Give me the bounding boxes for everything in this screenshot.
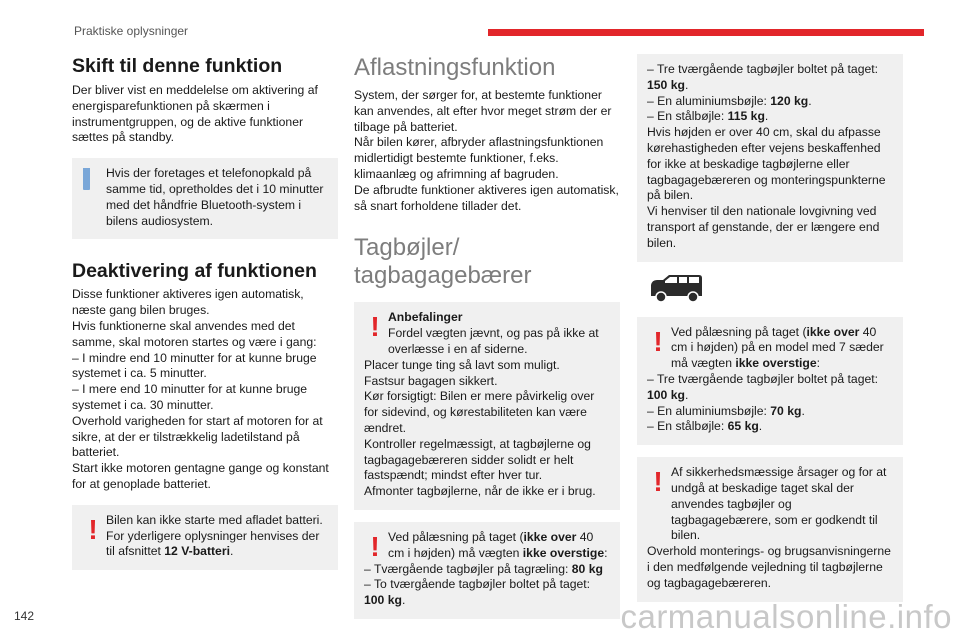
paragraph: Ved pålæsning på taget (ikke over 40 cm i højden) på en model med 7 sæder må vægten ikke overstige:	[671, 324, 884, 371]
load-shedding-text	[354, 88, 620, 214]
info-box	[72, 158, 338, 239]
deactivation-text	[72, 287, 338, 492]
paragraph: Hvis funktionerne skal anvendes med det samme, skal motoren startes og være i gang:	[72, 318, 317, 349]
list-item: – I mindre end 10 minutter for at kunne bruge systemet i ca. 5 minutter.	[72, 350, 317, 381]
column-3	[637, 54, 903, 602]
paragraph: Overhold monterings- og brugsanvisningerne i den medfølgende vejledning til tagbøjlerne og tagbagagebæreren.	[647, 544, 891, 590]
paragraph: De afbrudte funktioner aktiveres igen automatisk, så snart forholdene tillader det.	[354, 182, 619, 213]
list-item: – En aluminiumsbøjle: 120 kg.	[647, 93, 812, 108]
heading-deactivation: Deaktivering af funktionen	[72, 260, 317, 283]
paragraph: Start ikke motoren gentagne gange og konstant for at genoplade batteriet.	[72, 461, 329, 491]
warning-icon: !	[653, 466, 663, 498]
warning-icon: !	[370, 311, 380, 343]
column-2	[354, 54, 620, 619]
list-item: – To tværgående tagbøjler boltet på taget: 100 kg.	[364, 577, 591, 608]
heading-roof-bars: Tagbøjler/ tagbagagebærer	[354, 234, 532, 290]
recommendations-box	[354, 302, 620, 510]
paragraph: Fastsur bagagen sikkert.	[364, 373, 498, 388]
warning-box-text: Bilen kan ikke starte med afladet batteri. For yderligere oplysninger henvises der til afsnittet 12 V-batteri.	[106, 512, 323, 559]
list-item: – En stålbøjle: 65 kg.	[647, 419, 763, 434]
warning-icon: !	[88, 513, 98, 545]
heading-load-shedding: Aflastningsfunktion	[354, 54, 556, 81]
column-1	[72, 54, 338, 570]
paragraph: System, der sørger for, at bestemte funktioner kan anvendes, alt efter hvor meget strøm der er tilbage på batteriet.	[354, 88, 612, 134]
seven-seat-load-box	[637, 317, 903, 446]
paragraph: Placer tunge ting så lavt som muligt.	[364, 357, 560, 372]
heading-switch-function: Skift til denne funktion	[72, 55, 283, 77]
list-item: – En aluminiumsbøjle: 70 kg.	[647, 403, 805, 418]
paragraph: Afmonter tagbøjlerne, når de ikke er i brug.	[364, 484, 596, 499]
paragraph: Af sikkerhedsmæssige årsager og for at undgå at beskadige taget skal der anvendes tagbøjler og tagbagagebærere, som er godkendt til bilen.	[671, 465, 887, 543]
paragraph: Disse funktioner aktiveres igen automatisk, næste gang bilen bruges.	[72, 287, 304, 318]
list-item: – Tre tværgående tagbøjler boltet på taget: 100 kg.	[647, 371, 879, 402]
safety-box	[637, 457, 903, 601]
paragraph: Hvis højden er over 40 cm, skal du afpasse kørehastigheden efter vejens beskaffenhed for ikke at beskadige tagbøjlerne eller tagbagagebæreren og monteringspunkterne på bilen.	[647, 125, 886, 203]
paragraph: Der bliver vist en meddelelse om aktivering af energisparefunktionen på skærmen i instrumentgruppen, og de aktive funktioner sættes på standby.	[72, 83, 318, 145]
info-box-text: Hvis der foretages et telefonopkald på samme tid, opretholdes det i 10 minutter med det håndfrie Bluetooth-system i bilens audiosystem.	[106, 166, 324, 228]
paragraph: Vi henviser til den nationale lovgivning ved transport af genstande, der er længere end bilen.	[647, 204, 880, 250]
recommendations-title: Anbefalinger	[388, 310, 463, 325]
header-accent-bar	[488, 29, 924, 36]
paragraph: Fordel vægten jævnt, og pas på ikke at overlæsse i en af siderne.	[388, 326, 599, 356]
van-icon	[647, 272, 705, 304]
list-item: – Tværgående tagbøjler på tagræling: 80 kg	[364, 561, 603, 576]
list-item: – Tre tværgående tagbøjler boltet på taget: 150 kg.	[647, 62, 879, 92]
list-item: – En stålbøjle: 115 kg.	[647, 109, 769, 124]
paragraph: Kør forsigtigt: Bilen er mere påvirkelig over for sidevind, og kørestabiliteten kan være ændret.	[364, 389, 595, 435]
load-limits-continued-box	[637, 54, 903, 262]
info-icon	[83, 168, 90, 190]
paragraph: Overhold varigheden for start af motoren for at sikre, at der er tilstrækkelig ladetilstand på batteriet.	[72, 413, 323, 460]
warning-box	[72, 505, 338, 570]
list-item: – I mere end 10 minutter for at kunne bruge systemet i ca. 30 minutter.	[72, 382, 308, 412]
warning-icon: !	[653, 325, 663, 357]
watermark: carmanualsonline.info	[620, 598, 952, 635]
section-title: Praktiske oplysninger	[74, 24, 189, 38]
paragraph: Kontroller regelmæssigt, at tagbøjlerne og tagbagagebæreren sidder solidt er helt fastspændt; mindst efter hver tur.	[364, 436, 591, 483]
load-limits-box	[354, 522, 620, 619]
page-number: 142	[14, 609, 35, 623]
paragraph: Når bilen kører, afbryder aflastningsfunktionen midlertidigt bestemte funktioner, f.eks. klimaanlæg og afrimning af bagruden.	[354, 135, 604, 181]
paragraph: Ved pålæsning på taget (ikke over 40 cm i højden) må vægten ikke overstige:	[388, 529, 608, 560]
warning-icon: !	[370, 530, 380, 562]
